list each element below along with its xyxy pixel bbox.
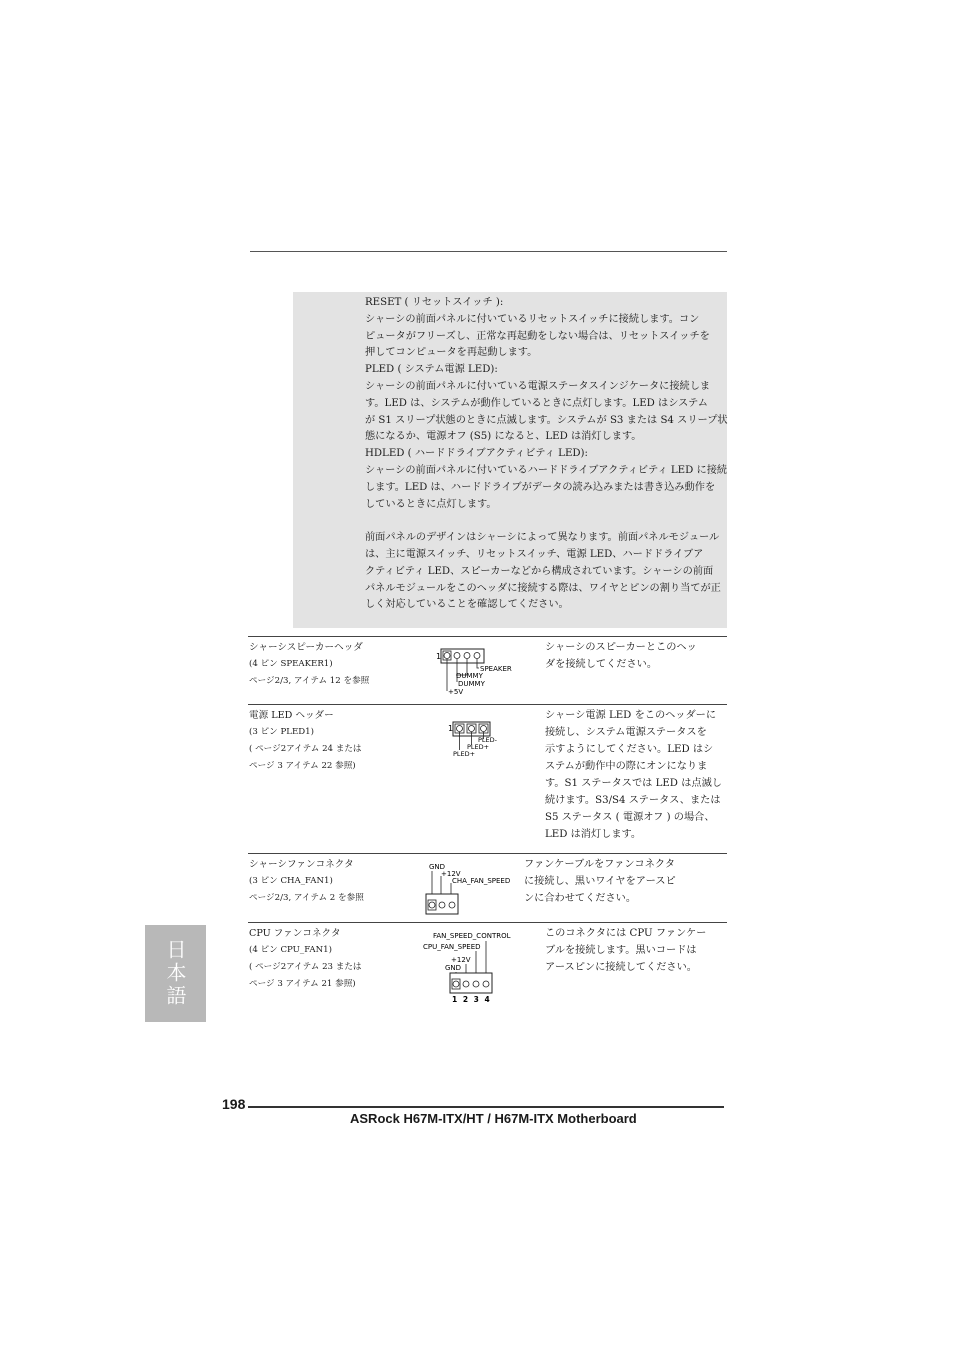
info-line: しているときに点灯します。 — [365, 498, 497, 510]
description-line: 接続し、システム電源ステータスを — [545, 727, 707, 738]
info-line: 態になるか、電源オフ (S5) になると、LED は消灯します。 — [365, 431, 642, 443]
speaker-header-description — [545, 639, 697, 673]
info-line: シャーシの前面パネルに付いているリセットスイッチに接続します。コン — [365, 313, 700, 325]
cpu-fan-connector-diagram — [420, 929, 515, 1005]
row-divider — [248, 922, 727, 923]
connector-pin-spec: (4 ピン CPU_FAN1) — [249, 945, 332, 955]
info-line: シャーシの前面パネルに付いているハードドライブアクティビティ LED に接続 — [365, 464, 728, 476]
row-divider — [248, 704, 727, 705]
connector-pin-spec: (3 ピン PLED1) — [249, 727, 314, 737]
pin-label: SPEAKER — [480, 665, 512, 673]
page-number: 198 — [222, 1096, 246, 1112]
language-label: 日本語 — [163, 939, 187, 1008]
speaker-header-label — [249, 639, 369, 690]
description-line: 続けます。S3/S4 ステータス、または — [545, 795, 721, 806]
power-led-header-description — [545, 707, 722, 843]
pin-label: DUMMY — [456, 672, 483, 680]
connector-page-ref: ページ2/3, アイテム 12 を参照 — [249, 676, 370, 686]
description-line: す。S1 ステータスでは LED は点滅し — [545, 778, 722, 789]
info-line: PLED ( システム電源 LED): — [365, 364, 498, 376]
row-divider — [248, 853, 727, 854]
description-line: ダを接続してください。 — [545, 659, 658, 670]
description-line: シャーシ電源 LED をこのヘッダーに — [545, 710, 717, 721]
pin-label: PLED- — [478, 736, 497, 744]
pin-label: CPU_FAN_SPEED — [423, 943, 481, 951]
pin-label: DUMMY — [458, 680, 485, 688]
speaker-header-diagram — [436, 646, 526, 698]
description-line: ンに合わせてください。 — [524, 893, 637, 904]
description-line: LED は消灯します。 — [545, 829, 642, 840]
info-line: クティビティ LED、スピーカーなどから構成されています。シャーシの前面 — [365, 565, 714, 577]
pin-label: CHA_FAN_SPEED — [452, 877, 511, 885]
language-tab — [145, 925, 206, 1022]
pin-label: PLED+ — [467, 743, 490, 751]
info-line: 前面パネルのデザインはシャーシによって異なります。前面パネルモジュール — [365, 532, 720, 544]
pin-label: +5V — [448, 688, 464, 696]
description-line: このコネクタには CPU ファンケー — [545, 928, 707, 939]
pin-label: +12V — [451, 956, 471, 964]
info-line: 押してコンピュータを再起動します。 — [365, 347, 538, 359]
cpu-fan-connector-description — [545, 925, 706, 976]
connector-pin-spec: (4 ピン SPEAKER1) — [249, 659, 333, 669]
pin-label: GND — [445, 964, 462, 972]
top-rule — [250, 251, 727, 252]
chassis-fan-connector-label — [249, 856, 364, 907]
row-divider — [248, 636, 727, 637]
chassis-fan-connector-diagram — [424, 860, 519, 916]
connector-page-ref: ページ 3 アイテム 21 参照) — [249, 979, 356, 989]
front-panel-info-box — [293, 292, 727, 628]
pin-label: FAN_SPEED_CONTROL — [433, 932, 511, 940]
power-led-header-label — [249, 707, 362, 775]
info-line: ピュータがフリーズし、正常な再起動をしない場合は、リセットスイッチを — [365, 330, 710, 342]
info-line: シャーシの前面パネルに付いている電源ステータスインジケータに接続しま — [365, 380, 711, 392]
description-line: に接続し、黒いワイヤをアースピ — [524, 876, 676, 887]
info-line: パネルモジュールをこのヘッダに接続する際は、ワイヤとピンの割り当てが正 — [365, 582, 721, 594]
info-line: が S1 スリープ状態のときに点滅します。システムが S3 または S4 スリープ状 — [365, 414, 728, 426]
description-line: S5 ステータス ( 電源オフ ) の場合、 — [545, 812, 715, 823]
connector-page-ref: ( ページ2アイテム 24 または — [249, 744, 362, 754]
info-line: します。LED は、ハードドライブがデータの読み込みまたは書き込み動作を — [365, 481, 716, 493]
pin-label: PLED+ — [453, 750, 476, 758]
description-line: 示すようにしてください。LED はシ — [545, 744, 714, 755]
footer-title: ASRock H67M-ITX/HT / H67M-ITX Motherboard — [350, 1111, 637, 1126]
info-line: す。LED は、システムが動作しているときに点灯します。LED はシステム — [365, 397, 708, 409]
connector-page-ref: ページ2/3, アイテム 2 を参照 — [249, 893, 364, 903]
info-line: は、主に電源スイッチ、リセットスイッチ、電源 LED、ハードドライブア — [365, 548, 704, 560]
pin-numbers: 1 2 3 4 — [452, 995, 492, 1004]
info-line: HDLED ( ハードドライブアクティビティ LED): — [365, 448, 588, 460]
pin-label: GND — [429, 863, 446, 871]
description-line: ブルを接続します。黒いコードは — [545, 945, 697, 956]
description-line: ファンケーブルをファンコネクタ — [524, 859, 676, 870]
connector-page-ref: ページ 3 アイテム 22 参照) — [249, 761, 356, 771]
info-line — [365, 513, 725, 530]
pin-label: +12V — [441, 870, 461, 878]
connector-title: CPU ファンコネクタ — [249, 928, 341, 939]
description-line: シャーシのスピーカーとこのヘッ — [545, 642, 697, 653]
chassis-fan-connector-description — [524, 856, 676, 907]
description-line: ステムが動作中の際にオンになりま — [545, 761, 708, 772]
connector-title: シャーシスピーカーヘッダ — [249, 642, 363, 653]
info-line: しく対応していることを確認してください。 — [365, 599, 569, 611]
cpu-fan-connector-label — [249, 925, 362, 993]
connector-title: 電源 LED ヘッダー — [249, 710, 334, 721]
description-line: アースピンに接続してください。 — [545, 962, 697, 973]
connector-page-ref: ( ページ2アイテム 23 または — [249, 962, 362, 972]
power-led-header-diagram — [448, 719, 518, 759]
pin1-marker: 1 — [436, 652, 442, 661]
info-text-lines — [365, 295, 728, 614]
connector-title: シャーシファンコネクタ — [249, 859, 354, 870]
pin1-marker: 1 — [448, 724, 454, 733]
info-line: RESET ( リセットスイッチ ): — [365, 297, 504, 308]
connector-pin-spec: (3 ピン CHA_FAN1) — [249, 876, 333, 886]
footer-rule — [248, 1106, 724, 1108]
